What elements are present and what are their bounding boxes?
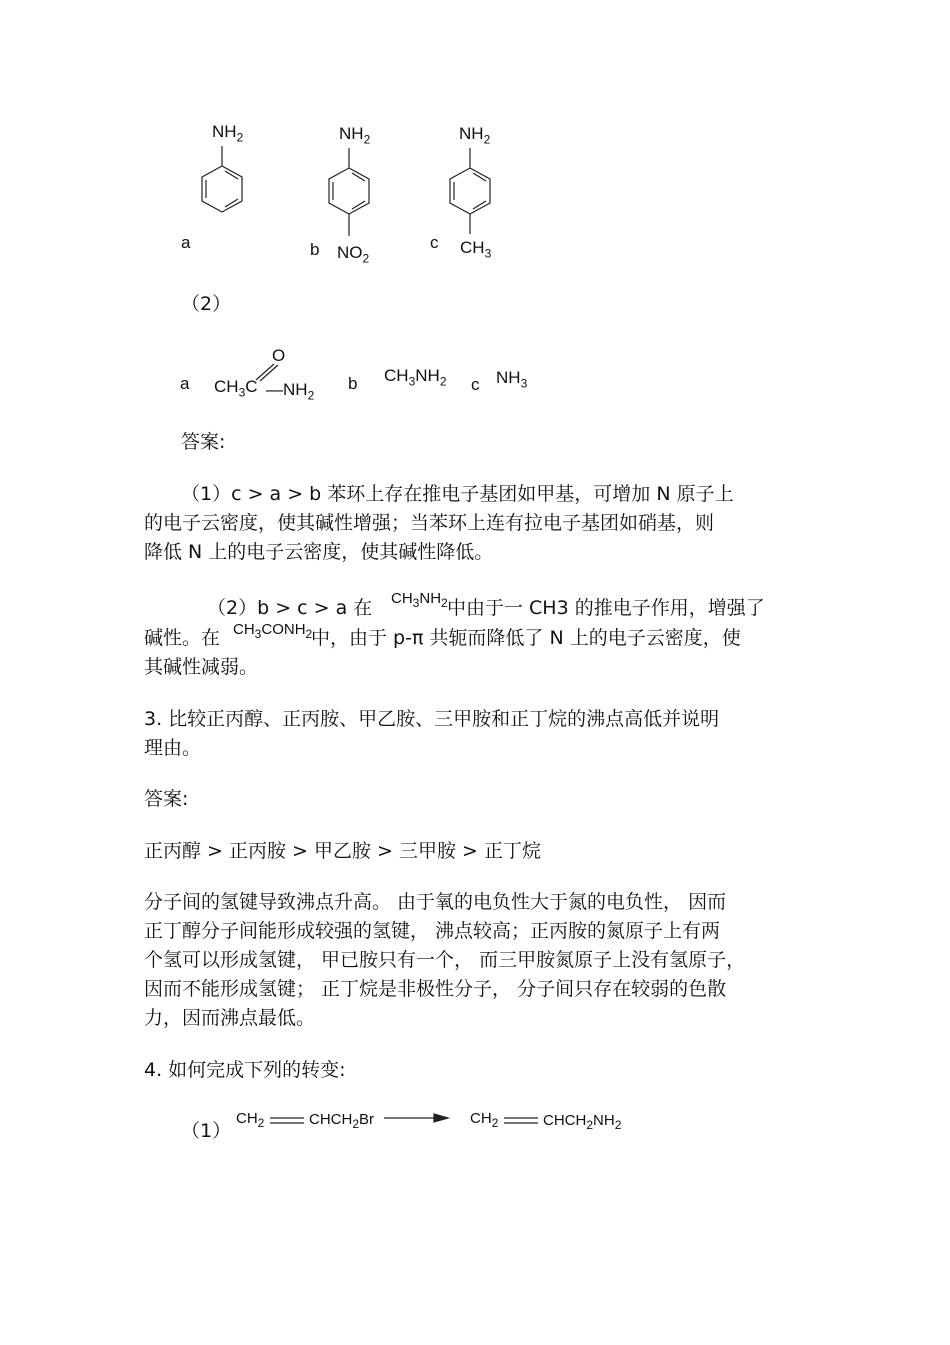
ammonia-formula: $NH_3$ bbox=[496, 368, 528, 391]
methylamine-formula: $CH_3NH_2$ bbox=[384, 366, 447, 389]
product-ch2: $CH_2$ bbox=[470, 1110, 499, 1130]
question-4-title: 4. 如何完成下列的转变: bbox=[144, 1059, 346, 1081]
nitro-group-label: $NO_2$ bbox=[337, 243, 370, 266]
boiling-point-order: 正丙醇 > 正丙胺 > 甲乙胺 > 三甲胺 > 正丁烷 bbox=[144, 840, 541, 862]
reactant-chain: $CHCH_2Br$ bbox=[309, 1111, 375, 1131]
carbonyl-bond bbox=[254, 362, 284, 382]
double-bond bbox=[504, 1116, 540, 1126]
amino-group-label: $NH_2$ bbox=[339, 124, 371, 147]
amino-group-label: $NH_2$ bbox=[459, 124, 491, 147]
amide-nh2-label: $—NH_2$ bbox=[266, 380, 315, 403]
benzene-ring-b bbox=[325, 148, 375, 248]
reactant-ch2: $CH_2$ bbox=[236, 1110, 265, 1130]
label-a: a bbox=[180, 374, 190, 393]
label-b: b bbox=[310, 240, 320, 259]
part-1-label: （1） bbox=[181, 1120, 232, 1142]
double-bond bbox=[270, 1116, 306, 1126]
benzene-ring-c bbox=[446, 148, 496, 248]
methyl-group-label: $CH_3$ bbox=[460, 238, 492, 261]
part-2-heading: （2） bbox=[181, 293, 232, 315]
answer-label: 答案: bbox=[144, 788, 189, 810]
label-c: c bbox=[430, 233, 439, 252]
product-chain: $CHCH_2NH_2$ bbox=[543, 1112, 622, 1132]
label-a: a bbox=[181, 233, 191, 252]
reaction-arrow bbox=[384, 1112, 454, 1124]
inline-formula-methylamine: $CH_3NH_2$ bbox=[391, 590, 448, 610]
inline-formula-acetamide: $CH_3CONH_2$ bbox=[233, 621, 313, 641]
label-b: b bbox=[348, 374, 358, 393]
answer-label: 答案: bbox=[181, 431, 226, 453]
benzene-ring-a bbox=[198, 146, 248, 216]
label-c: c bbox=[471, 375, 480, 394]
amino-group-label: $NH_2$ bbox=[212, 122, 244, 145]
oxygen-label: O bbox=[272, 346, 286, 365]
methyl-label: $CH_3C$ bbox=[214, 377, 258, 400]
